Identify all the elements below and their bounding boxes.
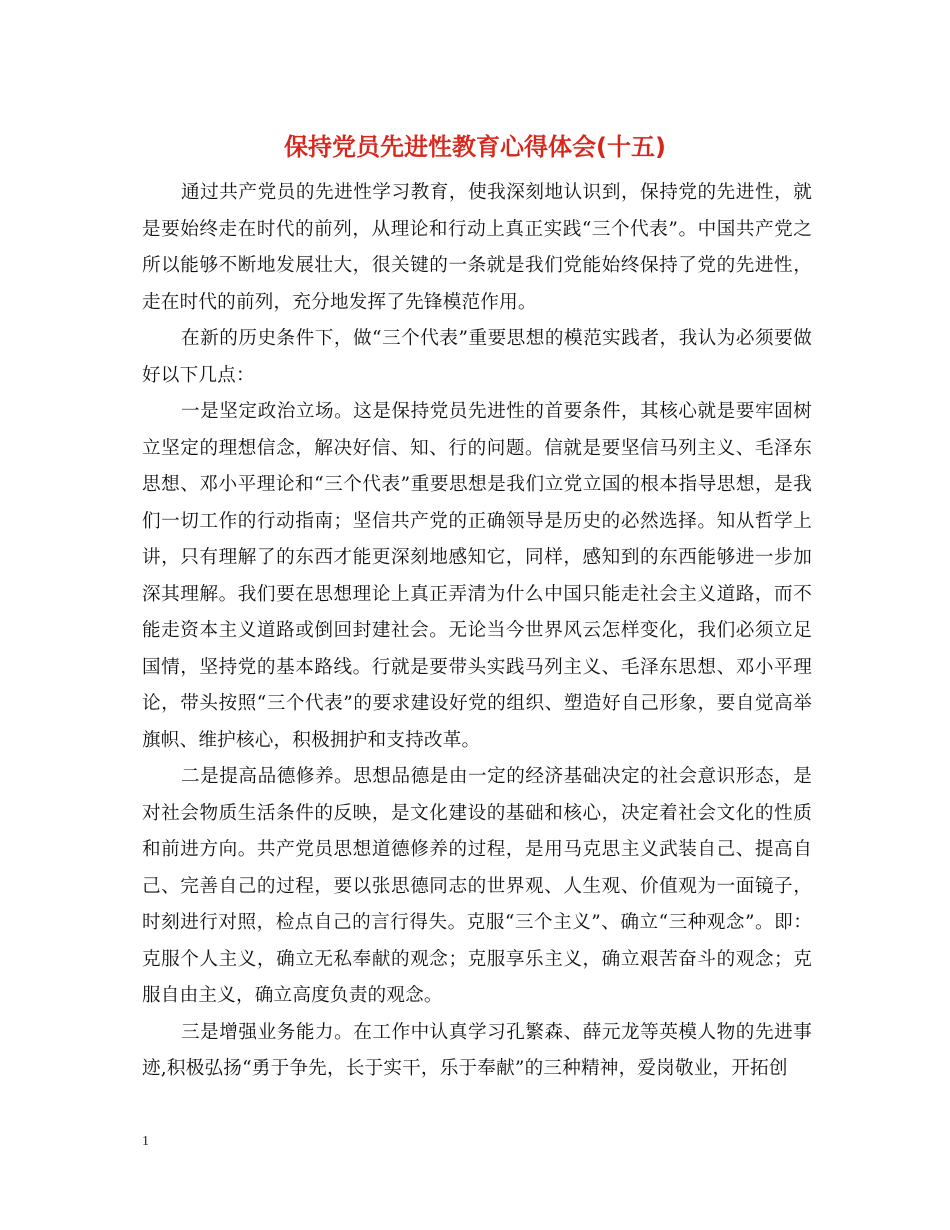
page-number: 1 xyxy=(142,1134,149,1149)
document-body xyxy=(142,175,812,1088)
paragraph-point-two: 二是提高品德修养。思想品德是由一定的经济基础决定的社会意识形态，是对社会物质生活条件的反映，是文化建设的基础和核心，决定着社会文化的性质和前进方向。共产党员思想道德修养的过程，是用马克思主义武装自己、提高自己、完善自己的过程，要以张思德同志的世界观、人生观、价值观为一面镜子，时刻进行对照，检点自己的言行得失。克服“三个主义”、确立“三种观念”。即：克服个人主义，确立无私奉献的观念；克服享乐主义，确立艰苦奋斗的观念；克服自由主义，确立高度负责的观念。 xyxy=(142,766,812,1006)
paragraph-point-three: 三是增强业务能力。在工作中认真学习孔繁森、薛元龙等英模人物的先进事迹,积极弘扬“勇于争先，长于实干，乐于奉献”的三种精神，爱岗敬业，开拓创 xyxy=(142,1021,812,1079)
paragraph-intro: 通过共产党员的先进性学习教育，使我深刻地认识到，保持党的先进性，就是要始终走在时代的前列，从理论和行动上真正实践“三个代表”。中国共产党之所以能够不断地发展壮大，很关键的一条就是我们党能始终保持了党的先进性，走在时代的前列，充分地发挥了先锋模范作用。 xyxy=(142,182,812,313)
document-title: 保持党员先进性教育心得体会(十五) xyxy=(284,133,666,161)
paragraph-requirements: 在新的历史条件下，做“三个代表”重要思想的模范实践者，我认为必须要做好以下几点： xyxy=(142,328,812,386)
paragraph-point-one: 一是坚定政治立场。这是保持党员先进性的首要条件，其核心就是要牢固树立坚定的理想信念，解决好信、知、行的问题。信就是要坚信马列主义、毛泽东思想、邓小平理论和“三个代表”重要思想是我们立党立国的根本指导思想，是我们一切工作的行动指南；坚信共产党的正确领导是历史的必然选择。知从哲学上讲，只有理解了的东西才能更深刻地感知它，同样，感知到的东西能够进一步加深其理解。我们要在思想理论上真正弄清为什么中国只能走社会主义道路，而不能走资本主义道路或倒回封建社会。无论当今世界风云怎样变化，我们必须立足国情，坚持党的基本路线。行就是要带头实践马列主义、毛泽东思想、邓小平理论，带头按照“三个代表”的要求建设好党的组织、塑造好自己形象，要自觉高举旗帜、维护核心，积极拥护和支持改革。 xyxy=(142,401,812,751)
